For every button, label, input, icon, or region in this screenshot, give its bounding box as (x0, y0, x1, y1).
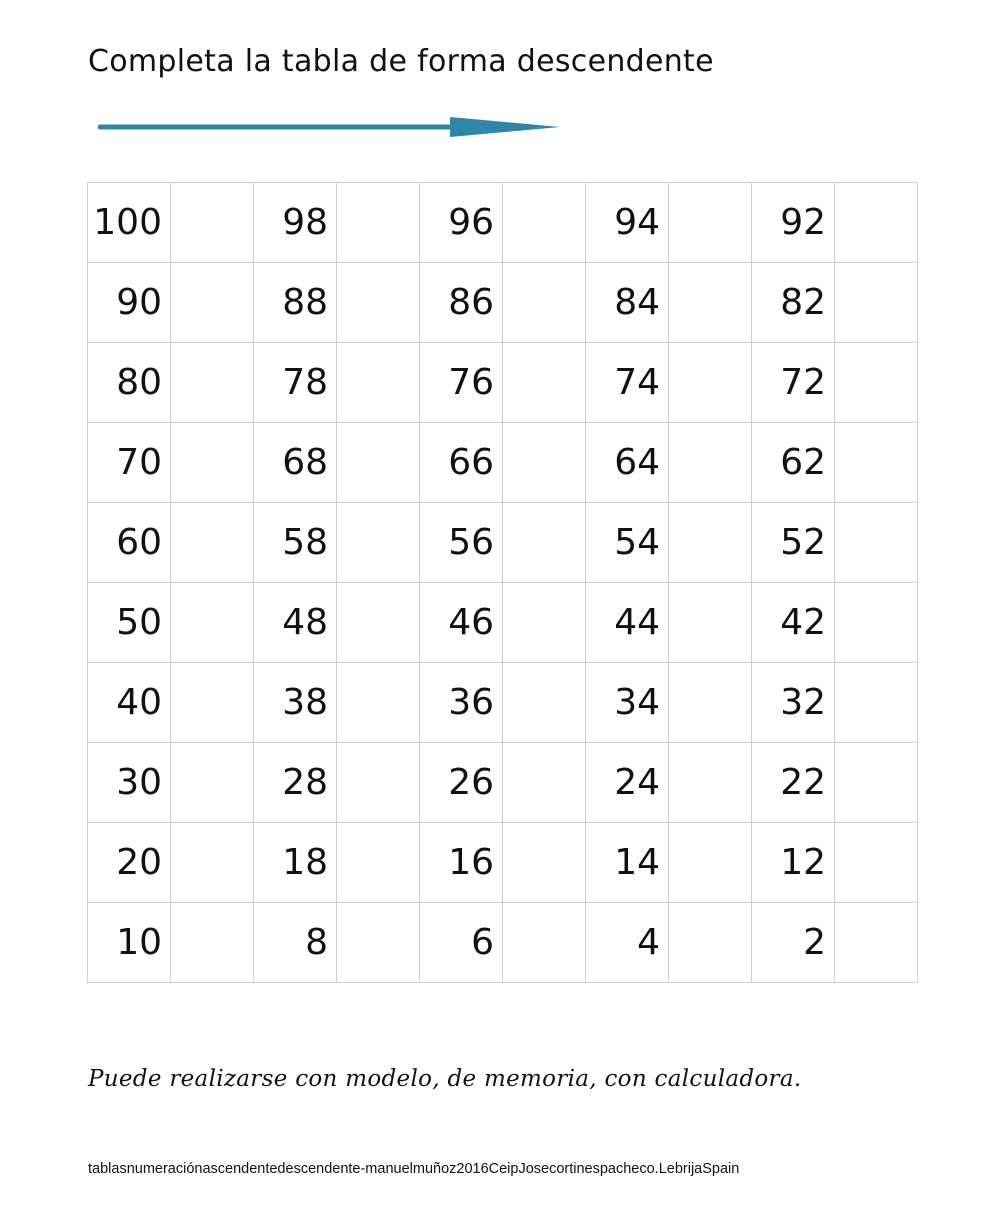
table-row (88, 823, 918, 903)
blank-cell[interactable] (835, 903, 918, 983)
blank-cell[interactable] (503, 903, 586, 983)
number-cell: 12 (752, 823, 835, 903)
number-cell: 52 (752, 503, 835, 583)
footer-credit: tablasnumeraciónascendentedescendente-manuelmuñoz2016CeipJosecortinespacheco.LebrijaSpain (88, 1161, 740, 1177)
blank-cell[interactable] (503, 583, 586, 663)
blank-cell[interactable] (669, 263, 752, 343)
blank-cell[interactable] (337, 503, 420, 583)
blank-cell[interactable] (171, 823, 254, 903)
number-cell: 74 (586, 343, 669, 423)
number-cell: 58 (254, 503, 337, 583)
blank-cell[interactable] (337, 583, 420, 663)
number-cell: 20 (88, 823, 171, 903)
table-row (88, 263, 918, 343)
number-cell: 4 (586, 903, 669, 983)
number-cell: 80 (88, 343, 171, 423)
table-row (88, 583, 918, 663)
number-cell: 84 (586, 263, 669, 343)
blank-cell[interactable] (171, 663, 254, 743)
number-cell: 38 (254, 663, 337, 743)
number-cell: 36 (420, 663, 503, 743)
blank-cell[interactable] (503, 343, 586, 423)
number-cell: 30 (88, 743, 171, 823)
number-cell: 54 (586, 503, 669, 583)
blank-cell[interactable] (171, 423, 254, 503)
blank-cell[interactable] (337, 423, 420, 503)
blank-cell[interactable] (835, 663, 918, 743)
number-cell: 88 (254, 263, 337, 343)
blank-cell[interactable] (835, 343, 918, 423)
number-table (87, 182, 918, 983)
page-title: Completa la tabla de forma descendente (88, 44, 714, 79)
blank-cell[interactable] (503, 503, 586, 583)
number-cell: 34 (586, 663, 669, 743)
number-cell: 24 (586, 743, 669, 823)
table-row (88, 743, 918, 823)
blank-cell[interactable] (337, 263, 420, 343)
number-cell: 72 (752, 343, 835, 423)
blank-cell[interactable] (503, 743, 586, 823)
blank-cell[interactable] (171, 183, 254, 263)
number-cell: 64 (586, 423, 669, 503)
blank-cell[interactable] (337, 343, 420, 423)
blank-cell[interactable] (171, 903, 254, 983)
blank-cell[interactable] (669, 903, 752, 983)
blank-cell[interactable] (337, 183, 420, 263)
number-cell: 86 (420, 263, 503, 343)
blank-cell[interactable] (669, 743, 752, 823)
number-cell: 14 (586, 823, 669, 903)
blank-cell[interactable] (835, 263, 918, 343)
number-cell: 66 (420, 423, 503, 503)
number-cell: 94 (586, 183, 669, 263)
number-cell: 40 (88, 663, 171, 743)
number-cell: 100 (88, 183, 171, 263)
number-cell: 96 (420, 183, 503, 263)
blank-cell[interactable] (835, 583, 918, 663)
number-cell: 62 (752, 423, 835, 503)
number-cell: 98 (254, 183, 337, 263)
number-cell: 6 (420, 903, 503, 983)
number-cell: 76 (420, 343, 503, 423)
table-row (88, 343, 918, 423)
blank-cell[interactable] (337, 743, 420, 823)
number-cell: 2 (752, 903, 835, 983)
blank-cell[interactable] (835, 823, 918, 903)
table-row (88, 663, 918, 743)
blank-cell[interactable] (171, 343, 254, 423)
blank-cell[interactable] (171, 743, 254, 823)
blank-cell[interactable] (669, 503, 752, 583)
table-row (88, 503, 918, 583)
number-cell: 8 (254, 903, 337, 983)
number-cell: 90 (88, 263, 171, 343)
number-cell: 46 (420, 583, 503, 663)
table-row (88, 183, 918, 263)
arrow-head (450, 117, 560, 137)
blank-cell[interactable] (835, 503, 918, 583)
number-cell: 10 (88, 903, 171, 983)
blank-cell[interactable] (503, 423, 586, 503)
number-cell: 68 (254, 423, 337, 503)
number-cell: 28 (254, 743, 337, 823)
number-cell: 42 (752, 583, 835, 663)
blank-cell[interactable] (171, 583, 254, 663)
number-cell: 82 (752, 263, 835, 343)
number-cell: 78 (254, 343, 337, 423)
number-cell: 60 (88, 503, 171, 583)
blank-cell[interactable] (835, 743, 918, 823)
blank-cell[interactable] (835, 423, 918, 503)
number-cell: 44 (586, 583, 669, 663)
number-cell: 70 (88, 423, 171, 503)
number-cell: 50 (88, 583, 171, 663)
blank-cell[interactable] (669, 663, 752, 743)
blank-cell[interactable] (503, 263, 586, 343)
blank-cell[interactable] (337, 823, 420, 903)
number-cell: 32 (752, 663, 835, 743)
blank-cell[interactable] (835, 183, 918, 263)
blank-cell[interactable] (669, 183, 752, 263)
blank-cell[interactable] (337, 663, 420, 743)
blank-cell[interactable] (503, 823, 586, 903)
number-cell: 18 (254, 823, 337, 903)
number-cell: 56 (420, 503, 503, 583)
blank-cell[interactable] (669, 823, 752, 903)
number-cell: 26 (420, 743, 503, 823)
blank-cell[interactable] (171, 263, 254, 343)
instruction-note: Puede realizarse con modelo, de memoria, con calculadora. (88, 1066, 802, 1092)
number-cell: 16 (420, 823, 503, 903)
right-arrow-icon (98, 112, 563, 142)
blank-cell[interactable] (503, 663, 586, 743)
blank-cell[interactable] (503, 183, 586, 263)
table-row (88, 903, 918, 983)
number-cell: 22 (752, 743, 835, 823)
blank-cell[interactable] (337, 903, 420, 983)
number-cell: 92 (752, 183, 835, 263)
number-cell: 48 (254, 583, 337, 663)
blank-cell[interactable] (669, 343, 752, 423)
table-row (88, 423, 918, 503)
blank-cell[interactable] (171, 503, 254, 583)
blank-cell[interactable] (669, 423, 752, 503)
blank-cell[interactable] (669, 583, 752, 663)
